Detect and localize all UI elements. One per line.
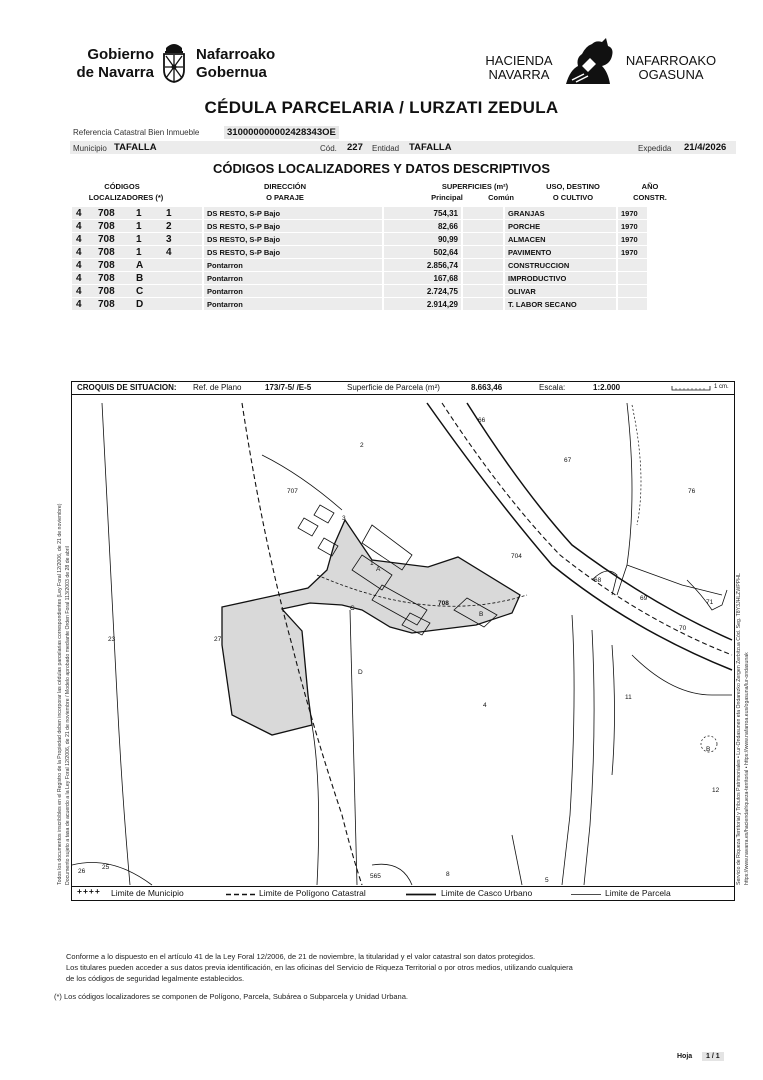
map-subarea-b-small: B <box>706 746 711 753</box>
table-row <box>72 233 647 245</box>
cell-unidad <box>166 298 202 310</box>
cell-poligono: 4 <box>72 298 98 310</box>
footer-note-2: Los titulares pueden acceder a sus datos previa identificación, en las oficinas del Servicio de Riqueza Territorial o por otros medios, utilizando cualquiera <box>66 963 573 972</box>
cell-subarea: C <box>136 285 166 297</box>
map-label-707: 707 <box>287 488 298 495</box>
map-label-23: 23 <box>108 636 116 643</box>
hacienda-navarra-logo <box>482 36 722 86</box>
logo-text-right-2: Gobernua <box>196 64 267 81</box>
cell-unidad: 3 <box>166 233 202 245</box>
map-label-2: 2 <box>360 442 364 449</box>
map-label-708: 708 <box>438 600 449 607</box>
navarra-coat-of-arms-icon <box>160 40 188 84</box>
cell-poligono: 4 <box>72 272 98 284</box>
entidad-value: TAFALLA <box>409 142 452 153</box>
cell-poligono: 4 <box>72 207 98 219</box>
map-label-76: 76 <box>688 488 696 495</box>
ref-plano-value: 173/7-5/ /E-5 <box>265 383 312 392</box>
side-left-line-1: Todos los documentos inscribibles en el Registro de la Propiedad deben incorporar las cédulas parcelarias correspondientes (Ley Foral 12/2006, de 21 de noviembre) <box>57 503 63 885</box>
cell-direccion: Pontarron <box>204 259 382 271</box>
cell-direccion: DS RESTO, S-P Bajo <box>204 207 382 219</box>
cell-parcela: 708 <box>98 246 136 258</box>
legend-casco: Limite de Casco Urbano <box>441 888 533 898</box>
logo-text-left-2: de Navarra <box>76 64 154 81</box>
map-subarea-d: D <box>358 669 363 676</box>
table-row <box>72 285 647 297</box>
cell-superficie-principal: 502,64 <box>384 246 461 258</box>
map-label-704: 704 <box>511 553 522 560</box>
header-codigos-1: CÓDIGOS <box>104 182 140 191</box>
municipio-row-bg <box>70 141 736 154</box>
section-title: CÓDIGOS LOCALIZADORES Y DATOS DESCRIPTIVOS <box>212 161 551 176</box>
cell-parcela: 708 <box>98 220 136 232</box>
side-right-line-2: https://www.navarra.es/hacienda/riqueza-territorial • https://www.nafarroa.eus/ogasuna/lur-ondasunak <box>744 652 750 885</box>
cell-unidad <box>166 285 202 297</box>
side-text-left <box>52 395 78 885</box>
municipio-label: Municipio <box>73 144 107 153</box>
cell-direccion: Pontarron <box>204 298 382 310</box>
cell-unidad: 2 <box>166 220 202 232</box>
cell-parcela: 708 <box>98 298 136 310</box>
hacienda-line-2: NAVARRA <box>488 67 550 82</box>
cell-ano: 1970 <box>618 246 647 258</box>
municipio-value: TAFALLA <box>114 142 157 153</box>
cell-superficie-comun <box>463 285 503 297</box>
header-comun: Común <box>488 193 514 202</box>
map-label-26: 26 <box>78 868 86 875</box>
scale-bar-label: 1 cm. <box>714 384 729 390</box>
map-subarea-b: B <box>479 611 484 618</box>
cell-parcela: 708 <box>98 259 136 271</box>
map-label-71: 71 <box>706 599 714 606</box>
cell-ano: 1970 <box>618 233 647 245</box>
hoja-label: Hoja <box>677 1053 693 1060</box>
cell-poligono: 4 <box>72 246 98 258</box>
map-label-67: 67 <box>564 457 572 464</box>
map-subarea-c: C <box>350 605 355 612</box>
poligono-limit-icon <box>226 893 256 896</box>
cell-ano: 1970 <box>618 220 647 232</box>
side-left-line-2: Documento sujeto a tasa de acuerdo a la Ley Foral 12/2006, de 21 de noviembre / Modelo aprobado mediante Orden Foral 113/2003 de 28 de abril <box>65 546 71 885</box>
cell-superficie-comun <box>463 259 503 271</box>
cell-superficie-principal: 167,68 <box>384 272 461 284</box>
escala-value: 1:2.000 <box>593 383 621 392</box>
map-legend <box>71 886 735 900</box>
cell-superficie-principal: 90,99 <box>384 233 461 245</box>
cell-superficie-comun <box>463 298 503 310</box>
scale-bar-icon <box>671 385 711 391</box>
navarra-government-logo <box>72 44 287 84</box>
cell-direccion: Pontarron <box>204 272 382 284</box>
cell-subarea: 1 <box>136 220 166 232</box>
cell-superficie-comun <box>463 272 503 284</box>
header-codigos-2: LOCALIZADORES (*) <box>88 193 164 202</box>
cell-uso: T. LABOR SECANO <box>505 298 616 310</box>
ref-label: Referencia Catastral Bien Inmueble <box>73 128 200 137</box>
cell-unidad <box>166 259 202 271</box>
expedida-value: 21/4/2026 <box>684 142 727 153</box>
map-label-565: 565 <box>370 873 381 880</box>
cell-superficie-comun <box>463 246 503 258</box>
table-row <box>72 298 647 310</box>
header-ano-1: AÑO <box>641 182 659 191</box>
legend-municipio: Limite de Municipio <box>111 888 184 898</box>
map-label-69: 69 <box>640 595 648 602</box>
cell-ano <box>618 285 647 297</box>
cell-subarea: D <box>136 298 166 310</box>
logo-text-left-1: Gobierno <box>87 46 154 63</box>
cell-parcela: 708 <box>98 233 136 245</box>
hacienda-line-1: HACIENDA <box>485 53 553 68</box>
cell-superficie-comun <box>463 220 503 232</box>
map-unit-1: 1 <box>370 560 374 567</box>
cell-ano <box>618 298 647 310</box>
cell-superficie-principal: 2.856,74 <box>384 259 461 271</box>
cell-poligono: 4 <box>72 220 98 232</box>
map-label-8: 8 <box>446 871 450 878</box>
hacienda-figure-icon <box>562 36 620 86</box>
table-row <box>72 272 647 284</box>
entidad-label: Entidad <box>372 144 400 153</box>
logo-text-right-1: Nafarroako <box>196 46 276 63</box>
superficie-label: Superficie de Parcela (m²) <box>347 383 440 392</box>
cell-superficie-comun <box>463 207 503 219</box>
map-subarea-a: A <box>376 566 381 573</box>
cell-unidad: 1 <box>166 207 202 219</box>
cell-subarea: B <box>136 272 166 284</box>
map-label-66: 66 <box>478 417 486 424</box>
table-row <box>72 246 647 258</box>
table-row <box>72 220 647 232</box>
cell-direccion: DS RESTO, S-P Bajo <box>204 233 382 245</box>
footer-asterisk-note: (*) Los códigos localizadores se componen de Polígono, Parcela, Subárea o Subparcela y Unidad Urbana. <box>54 992 408 1001</box>
legend-parcela: Limite de Parcela <box>605 888 671 898</box>
cell-uso: PORCHE <box>505 220 616 232</box>
cell-parcela: 708 <box>98 272 136 284</box>
cell-ano <box>618 272 647 284</box>
cell-subarea: 1 <box>136 246 166 258</box>
cell-superficie-principal: 2.724,75 <box>384 285 461 297</box>
legend-poligono: Limite de Polígono Catastral <box>259 888 366 898</box>
map-label-25: 25 <box>102 864 110 871</box>
cell-superficie-principal: 2.914,29 <box>384 298 461 310</box>
cell-uso: CONSTRUCCION <box>505 259 616 271</box>
cell-ano <box>618 259 647 271</box>
map-label-4: 4 <box>483 702 487 709</box>
header-superficies: SUPERFICIES (m²) <box>441 182 509 191</box>
expedida-label: Expedida <box>638 144 672 153</box>
ref-value: 310000000002428343OE <box>224 126 339 139</box>
map-label-27: 27 <box>214 636 222 643</box>
cell-poligono: 4 <box>72 259 98 271</box>
header-direccion-2: O PARAJE <box>266 193 304 202</box>
cell-subarea: A <box>136 259 166 271</box>
escala-label: Escala: <box>539 383 566 392</box>
cell-direccion: DS RESTO, S-P Bajo <box>204 220 382 232</box>
superficie-value: 8.663,46 <box>471 383 503 392</box>
cell-ano: 1970 <box>618 207 647 219</box>
document-title: CÉDULA PARCELARIA / LURZATI ZEDULA <box>204 98 559 117</box>
map-label-70: 70 <box>679 625 687 632</box>
map-label-11: 11 <box>625 694 632 701</box>
ogasuna-line-2: OGASUNA <box>638 67 704 82</box>
table-row <box>72 259 647 271</box>
table-row <box>72 207 647 219</box>
header-direccion-1: DIRECCIÓN <box>263 182 307 191</box>
cell-poligono: 4 <box>72 285 98 297</box>
cell-superficie-principal: 82,66 <box>384 220 461 232</box>
ogasuna-line-1: NAFARROAKO <box>625 53 717 68</box>
cell-uso: IMPRODUCTIVO <box>505 272 616 284</box>
cell-uso: GRANJAS <box>505 207 616 219</box>
map-unit-3: 3 <box>342 515 346 522</box>
footer-note-1: Conforme a lo dispuesto en el artículo 41 de la Ley Foral 12/2006, de 21 de noviembre, la titularidad y el valor catastral son datos protegidos. <box>66 952 536 961</box>
locator-table <box>72 206 647 311</box>
cell-parcela: 708 <box>98 207 136 219</box>
cell-subarea: 1 <box>136 233 166 245</box>
cell-uso: PAVIMENTO <box>505 246 616 258</box>
side-text-right <box>732 395 758 885</box>
map-label-5: 5 <box>545 877 549 884</box>
header-principal: Principal <box>431 193 463 202</box>
header-uso-2: O CULTIVO <box>552 193 594 202</box>
cell-poligono: 4 <box>72 233 98 245</box>
cell-direccion: DS RESTO, S-P Bajo <box>204 246 382 258</box>
parcela-limit-icon <box>571 893 601 896</box>
cell-uso: ALMACEN <box>505 233 616 245</box>
header-ano-2: CONSTR. <box>633 193 667 202</box>
cell-uso: OLIVAR <box>505 285 616 297</box>
map-header <box>71 381 735 395</box>
map-label-12: 12 <box>712 787 720 794</box>
cell-superficie-principal: 754,31 <box>384 207 461 219</box>
cell-unidad: 4 <box>166 246 202 258</box>
croquis-label: CROQUIS DE SITUACION: <box>77 383 177 392</box>
municipio-limit-icon: ++++ <box>77 886 101 896</box>
cell-unidad <box>166 272 202 284</box>
header-uso-1: USO, DESTINO <box>546 182 600 191</box>
cod-value: 227 <box>347 142 363 153</box>
cadastral-map <box>72 395 734 886</box>
map-label-68: 68 <box>594 577 602 584</box>
casco-limit-icon <box>406 893 436 896</box>
cell-superficie-comun <box>463 233 503 245</box>
hoja-value: 1 / 1 <box>702 1052 724 1061</box>
footer-note-3: de los códigos de seguridad legalmente establecidos. <box>66 974 245 983</box>
cod-label: Cód. <box>320 144 337 153</box>
side-right-line-1: Servicio de Riqueza Territorial y Tributos Patrimoniales • Lur-Ondasunen eta Ondarezko Zergen Zerbitzua Cód. Seg. T8Y3JHLZWPPHL <box>736 573 742 885</box>
cell-subarea: 1 <box>136 207 166 219</box>
cell-direccion: Pontarron <box>204 285 382 297</box>
ref-plano-label: Ref. de Plano <box>193 383 242 392</box>
cell-parcela: 708 <box>98 285 136 297</box>
